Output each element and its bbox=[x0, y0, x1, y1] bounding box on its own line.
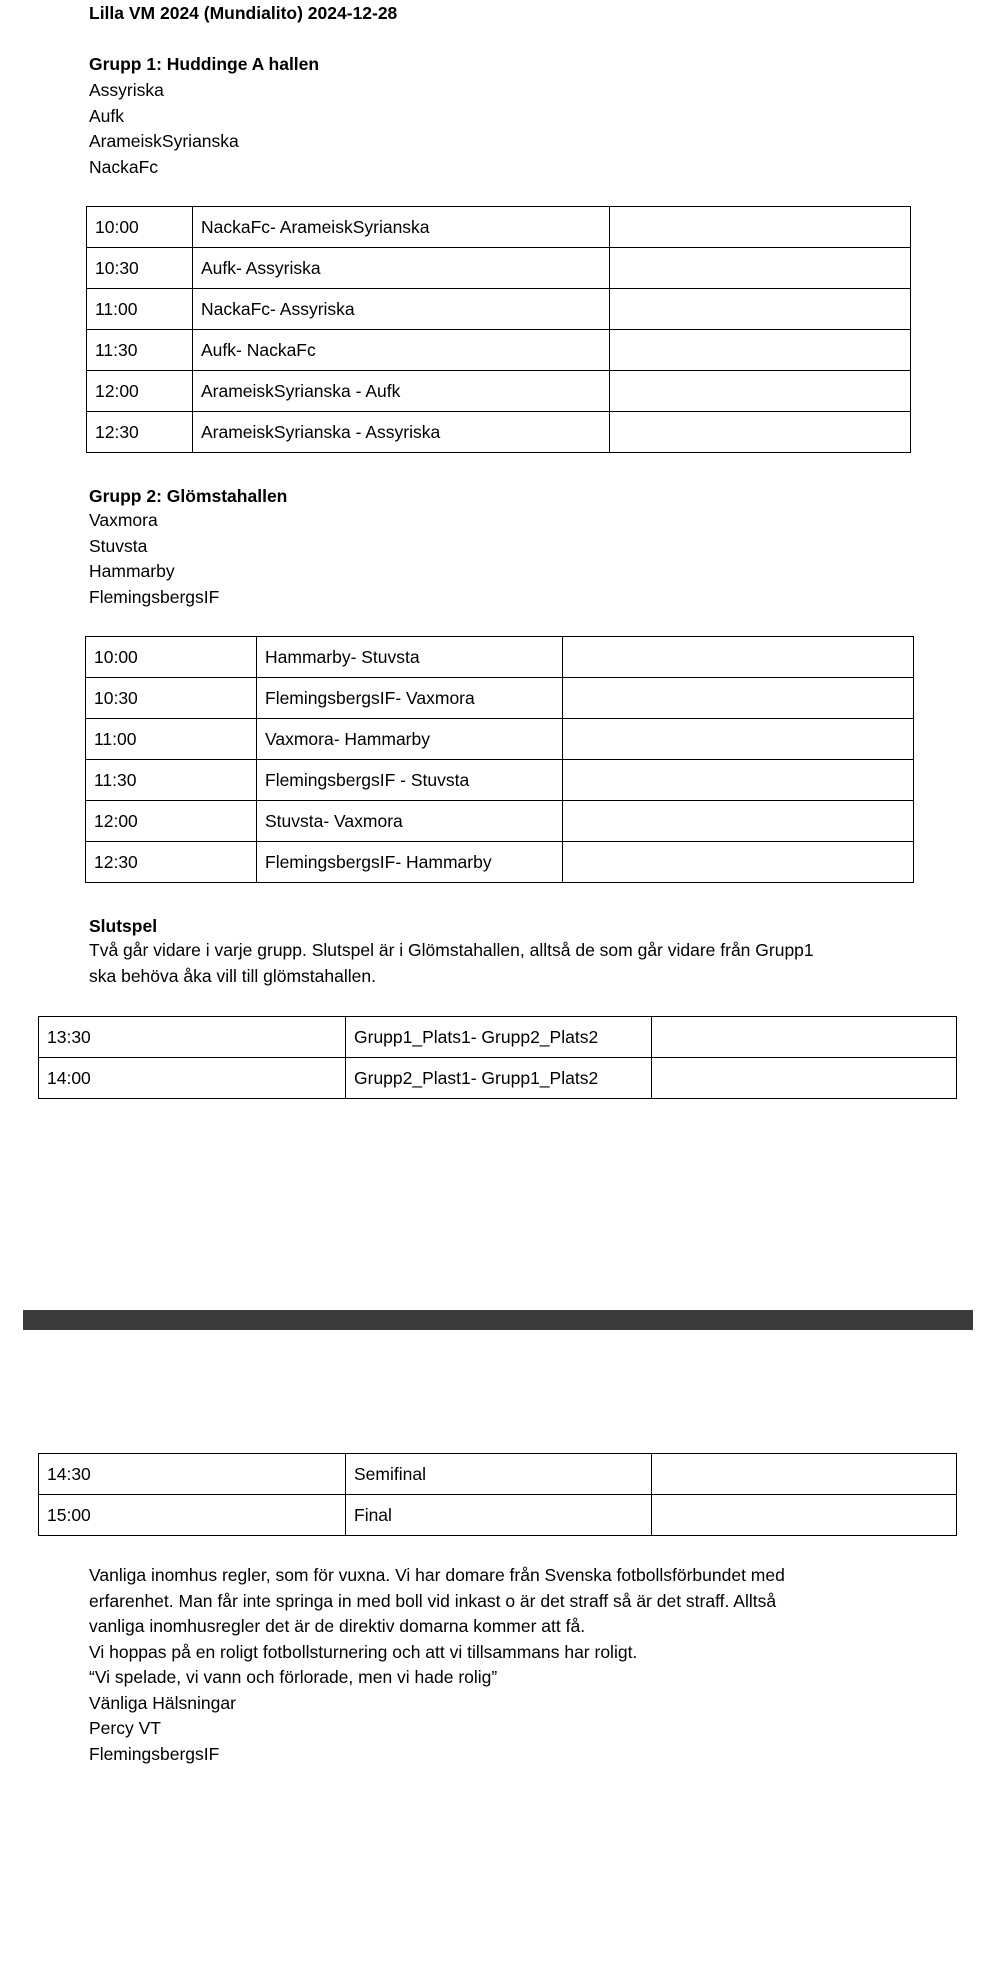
match-result bbox=[652, 1058, 957, 1099]
team-name: ArameiskSyrianska bbox=[89, 131, 239, 151]
description-line: ska behöva åka vill till glömstahallen. bbox=[89, 965, 376, 986]
match-time: 14:00 bbox=[39, 1058, 346, 1099]
match-result bbox=[563, 678, 914, 719]
group2-schedule-table bbox=[85, 636, 914, 883]
match-result bbox=[563, 637, 914, 678]
playoff-description bbox=[89, 938, 814, 989]
description-line: Två går vidare i varje grupp. Slutspel är i Glömstahallen, alltså de som går vidare från Grupp1 bbox=[89, 940, 814, 960]
match-time: 11:00 bbox=[86, 719, 257, 760]
match-time: 11:00 bbox=[87, 289, 193, 330]
match-teams: Hammarby- Stuvsta bbox=[257, 637, 563, 678]
match-result bbox=[652, 1454, 957, 1495]
match-time: 10:30 bbox=[87, 248, 193, 289]
table-row bbox=[87, 330, 911, 371]
match-teams: NackaFc- ArameiskSyrianska bbox=[193, 207, 610, 248]
group2-team-list bbox=[89, 508, 219, 610]
footer-line: Vi hoppas på en roligt fotbollsturnering och att vi tillsammans har roligt. bbox=[89, 1641, 638, 1662]
match-teams: Grupp1_Plats1- Grupp2_Plats2 bbox=[346, 1017, 652, 1058]
footer-line: vanliga inomhusregler det är de direktiv domarna kommer att få. bbox=[89, 1616, 586, 1636]
table-row bbox=[87, 412, 911, 453]
match-time: 12:30 bbox=[86, 842, 257, 883]
footer-line: FlemingsbergsIF bbox=[89, 1743, 220, 1764]
footer-line: Vänliga Hälsningar bbox=[89, 1692, 236, 1713]
playoff-heading: Slutspel bbox=[89, 916, 158, 936]
match-teams: Vaxmora- Hammarby bbox=[257, 719, 563, 760]
table-row bbox=[39, 1454, 957, 1495]
match-teams: ArameiskSyrianska - Aufk bbox=[193, 371, 610, 412]
match-time: 12:30 bbox=[87, 412, 193, 453]
table-row bbox=[86, 842, 914, 883]
footer-text bbox=[89, 1563, 785, 1767]
finals-schedule-table bbox=[38, 1453, 957, 1536]
team-name: Vaxmora bbox=[89, 510, 158, 530]
match-result bbox=[563, 842, 914, 883]
match-teams: NackaFc- Assyriska bbox=[193, 289, 610, 330]
group1-heading: Grupp 1: Huddinge A hallen bbox=[89, 54, 320, 74]
footer-line: Percy VT bbox=[89, 1718, 161, 1738]
group1-schedule-table bbox=[86, 206, 911, 453]
table-row bbox=[86, 801, 914, 842]
match-time: 15:00 bbox=[39, 1495, 346, 1536]
match-result bbox=[610, 412, 911, 453]
group2-heading: Grupp 2: Glömstahallen bbox=[89, 486, 288, 506]
match-teams: FlemingsbergsIF- Vaxmora bbox=[257, 678, 563, 719]
table-row bbox=[86, 719, 914, 760]
match-teams: Final bbox=[346, 1495, 652, 1536]
document-title: Lilla VM 2024 (Mundialito) 2024-12-28 bbox=[89, 3, 398, 23]
team-name: Stuvsta bbox=[89, 535, 148, 556]
match-teams: Grupp2_Plast1- Grupp1_Plats2 bbox=[346, 1058, 652, 1099]
match-teams: FlemingsbergsIF- Hammarby bbox=[257, 842, 563, 883]
match-teams: ArameiskSyrianska - Assyriska bbox=[193, 412, 610, 453]
match-time: 11:30 bbox=[86, 760, 257, 801]
match-time: 10:30 bbox=[86, 678, 257, 719]
table-row bbox=[39, 1017, 957, 1058]
match-time: 11:30 bbox=[87, 330, 193, 371]
table-row bbox=[86, 678, 914, 719]
match-result bbox=[610, 371, 911, 412]
footer-line: “Vi spelade, vi vann och förlorade, men vi hade rolig” bbox=[89, 1667, 498, 1687]
table-row bbox=[39, 1058, 957, 1099]
match-result bbox=[652, 1495, 957, 1536]
match-teams: FlemingsbergsIF - Stuvsta bbox=[257, 760, 563, 801]
match-result bbox=[610, 330, 911, 371]
footer-line: erfarenhet. Man får inte springa in med boll vid inkast o är det straff så är det straff. Alltså bbox=[89, 1590, 777, 1611]
match-result bbox=[563, 760, 914, 801]
match-result bbox=[563, 801, 914, 842]
match-time: 12:00 bbox=[87, 371, 193, 412]
match-result bbox=[610, 207, 911, 248]
match-result bbox=[610, 289, 911, 330]
match-result bbox=[610, 248, 911, 289]
footer-line: Vanliga inomhus regler, som för vuxna. Vi har domare från Svenska fotbollsförbundet med bbox=[89, 1565, 785, 1585]
table-row bbox=[86, 760, 914, 801]
match-result bbox=[563, 719, 914, 760]
table-row bbox=[87, 207, 911, 248]
match-teams: Stuvsta- Vaxmora bbox=[257, 801, 563, 842]
group1-team-list bbox=[89, 78, 239, 180]
playoff-schedule-table bbox=[38, 1016, 957, 1099]
team-name: NackaFc bbox=[89, 156, 159, 177]
team-name: Assyriska bbox=[89, 80, 164, 100]
match-teams: Aufk- NackaFc bbox=[193, 330, 610, 371]
team-name: Aufk bbox=[89, 105, 125, 126]
match-time: 12:00 bbox=[86, 801, 257, 842]
match-time: 13:30 bbox=[39, 1017, 346, 1058]
match-teams: Aufk- Assyriska bbox=[193, 248, 610, 289]
match-teams: Semifinal bbox=[346, 1454, 652, 1495]
team-name: FlemingsbergsIF bbox=[89, 586, 220, 607]
match-time: 14:30 bbox=[39, 1454, 346, 1495]
match-time: 10:00 bbox=[86, 637, 257, 678]
table-row bbox=[87, 371, 911, 412]
table-row bbox=[39, 1495, 957, 1536]
page-separator bbox=[23, 1310, 973, 1330]
match-result bbox=[652, 1017, 957, 1058]
match-time: 10:00 bbox=[87, 207, 193, 248]
table-row bbox=[87, 289, 911, 330]
table-row bbox=[87, 248, 911, 289]
team-name: Hammarby bbox=[89, 561, 175, 581]
table-row bbox=[86, 637, 914, 678]
